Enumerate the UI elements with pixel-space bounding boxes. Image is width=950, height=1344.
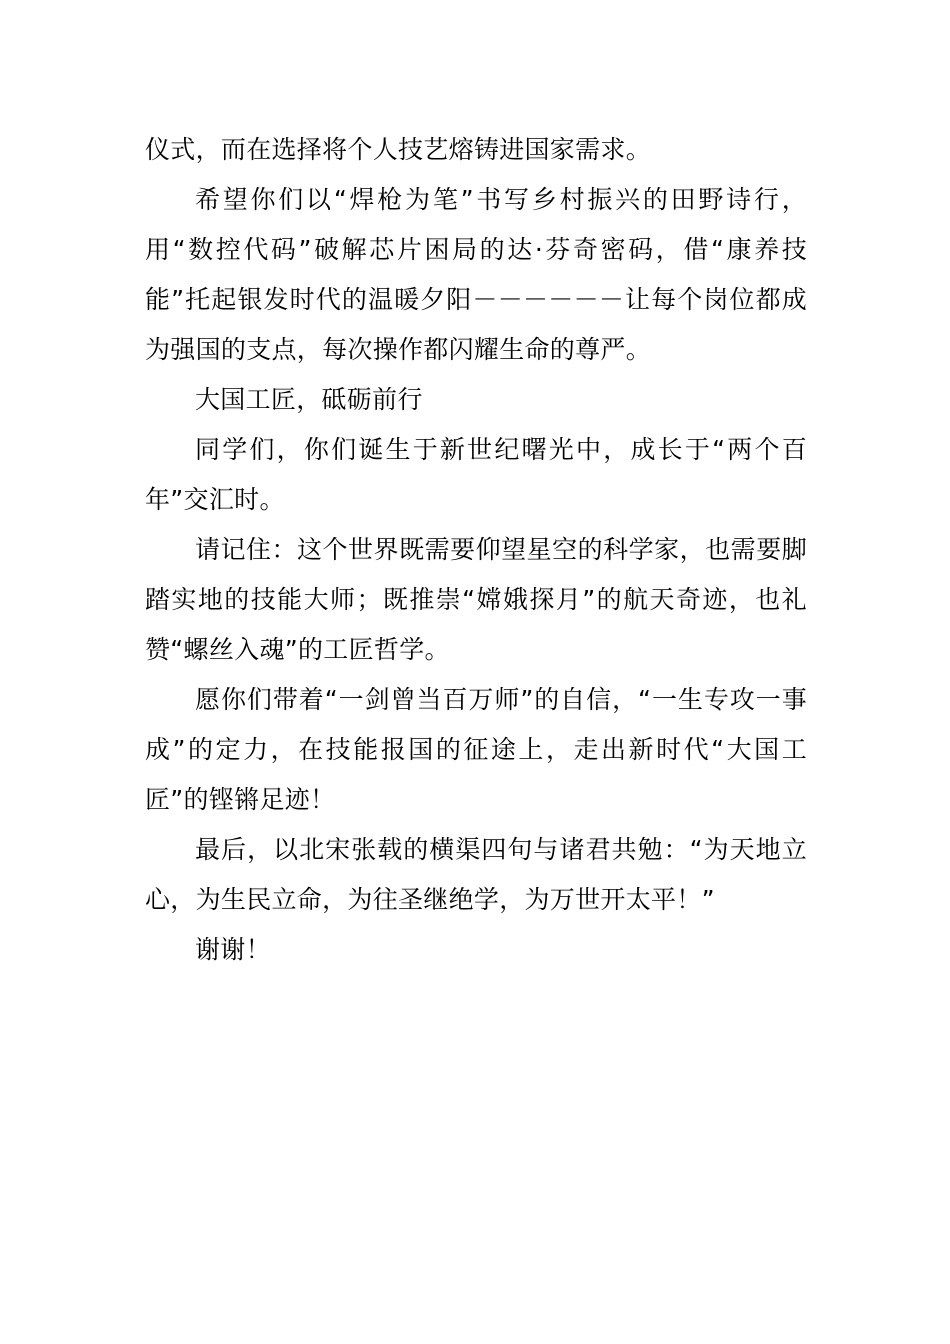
paragraph-thanks: 谢谢！ [195,935,271,964]
paragraph-wish: 愿你们带着“一剑曾当百万师”的自信，“一生专攻一事成”的定力，在技能报国的征途上，走出新时代“大国工匠”的铿锵足迹！ [145,685,807,814]
paragraph-students: 同学们，你们诞生于新世纪曙光中，成长于“两个百年”交汇时。 [145,435,807,514]
paragraph-closing-quote: 最后，以北宋张载的横渠四句与诸君共勉：“为天地立心，为生民立命，为往圣继绝学，为万世开太平！” [145,835,807,914]
paragraph-hope: 希望你们以“焊枪为笔”书写乡村振兴的田野诗行，用“数控代码”破解芯片困局的达·芬奇密码，借“康养技能”托起银发时代的温暖夕阳－－－－－－让每个岗位都成为强国的支点，每次操作都闪耀生命的尊严。 [145,185,807,364]
section-heading: 大国工匠，砥砺前行 [195,385,423,414]
paragraph-remember: 请记住：这个世界既需要仰望星空的科学家，也需要脚踏实地的技能大师；既推崇“嫦娥探月”的航天奇迹，也礼赞“螺丝入魂”的工匠哲学。 [145,535,807,664]
paragraph-continuation: 仪式，而在选择将个人技艺熔铸进国家需求。 [145,135,652,164]
document-body [145,125,807,975]
